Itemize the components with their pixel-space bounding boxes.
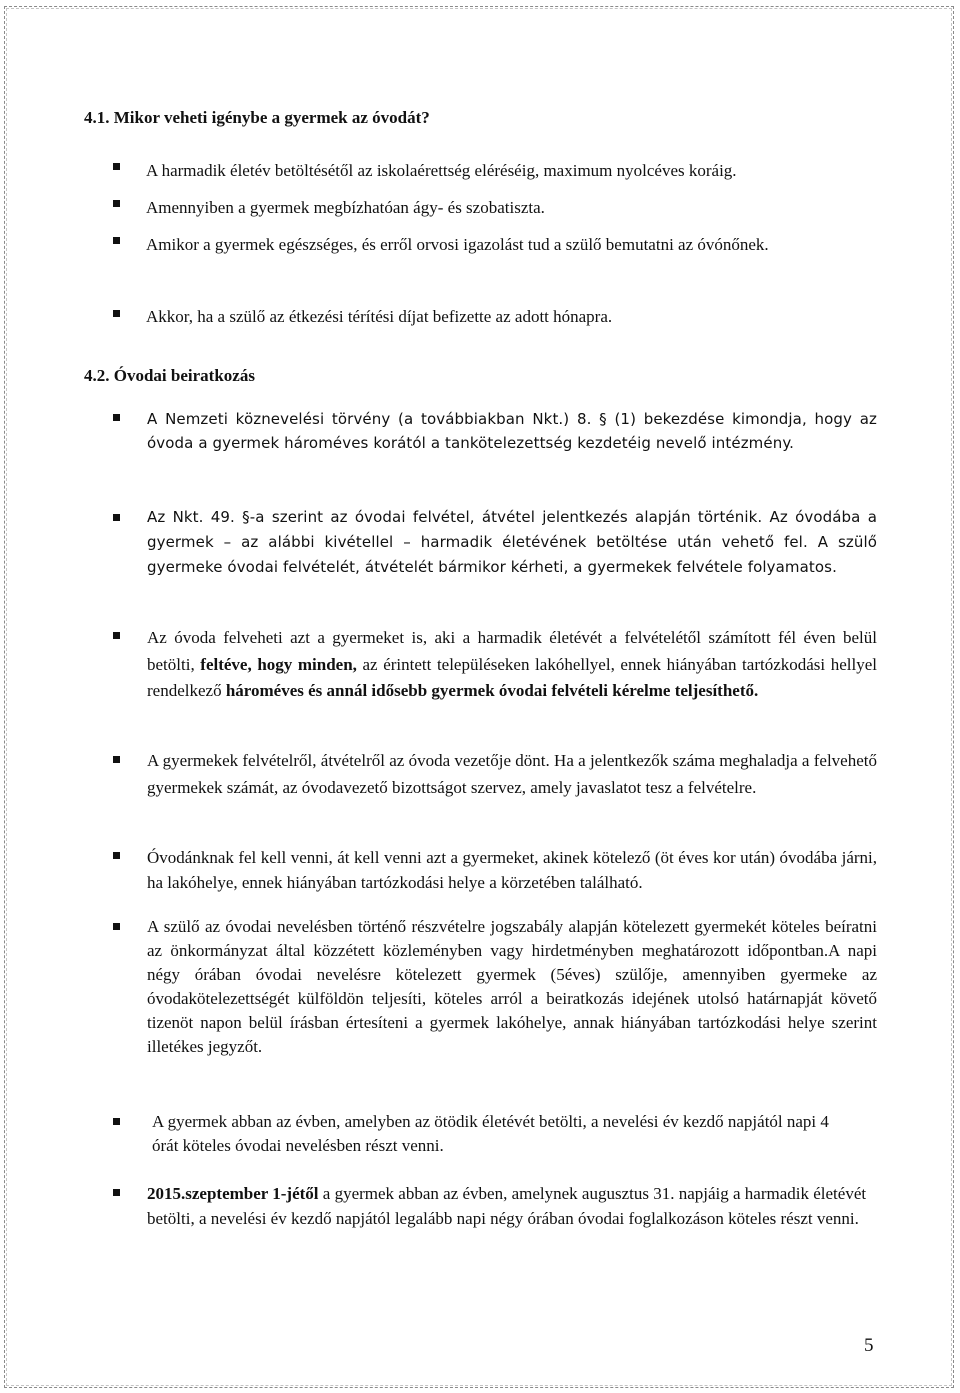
paragraph-mandatory-admission: Óvodánknak fel kell venni, át kell venni azt a gyermeket, akinek kötelező (öt éves kor után) óvodába járni, ha lakóhelye, ennek hiányában tartózkodási helye a körzetében található.	[147, 848, 877, 892]
p3-text-b: feltéve, hogy minden,	[200, 654, 357, 674]
bullet-icon	[113, 1118, 120, 1125]
bullet-icon	[113, 756, 120, 763]
bullet-icon	[113, 632, 120, 639]
bullet-icon	[113, 237, 120, 244]
list-item: Akkor, ha a szülő az étkezési térítési díjat befizette az adott hónapra.	[146, 307, 613, 326]
bullet-icon	[113, 200, 120, 207]
bullet-icon	[113, 163, 120, 170]
paragraph-enrollment-duty: A szülő az óvodai nevelésben történő részvételre jogszabály alapján kötelezett gyermekét köteles beíratni az önkormányzat által közzétett közleményben vagy hirdetményben meghatározott időpontban.A napi négy órában óvodai nevelésre kötelezett gyermek (5éves) szülője, amennyiben gyermeke az óvodakötelezettségét külföldön teljesíti, köteles arról a beiratkozás idejének utolsó határnapját követő tizenöt napon belül írásban értesíteni a gyermek lakóhelye, annak hiányában tartózkodási helye szerint illetékes jegyzőt.	[147, 917, 877, 1056]
list-item: A harmadik életév betöltésétől az iskolaérettség eléréséig, maximum nyolcéves koráig.	[146, 161, 737, 180]
bullet-icon	[113, 414, 120, 421]
paragraph-2015-rule	[147, 1181, 877, 1231]
bullet-icon	[113, 852, 120, 859]
paragraph-nkt-8: A Nemzeti köznevelési törvény (a továbbiakban Nkt.) 8. § (1) bekezdése kimondja, hogy az óvoda a gyermek hároméves korától a tankötelezettség kezdetéig nevelő intézmény.	[147, 410, 877, 452]
paragraph-fifth-year: A gyermek abban az évben, amelyben az ötödik életévét betölti, a nevelési év kezdő napjától napi 4 órát köteles óvodai nevelésben részt venni.	[152, 1112, 829, 1155]
p3-text-a: Az óvoda felveheti azt a gyermeket is, aki a harmadik életévét a felvételétől számított fél éven belül betölti,	[147, 628, 877, 674]
bullet-icon	[113, 310, 120, 317]
p3-text-c: az érintett településeken lakóhellyel, ennek hiányában tartózkodási hellyel rendelkező	[147, 654, 877, 700]
section-heading-4-2: 4.2. Óvodai beiratkozás	[84, 366, 255, 385]
p8-text: a gyermek abban az évben, amelynek augusztus 31. napjáig a harmadik életévét betölti, a nevelési év kezdő napjától legalább napi négy órában óvodai foglalkozáson köteles részt venni.	[147, 1184, 867, 1228]
list-item: Amennyiben a gyermek megbízhatóan ágy- és szobatiszta.	[146, 198, 545, 217]
p8-bold-date: 2015.szeptember 1-jétől	[147, 1184, 319, 1203]
bullet-icon	[113, 923, 120, 930]
p3-text-d: hároméves és annál idősebb gyermek óvodai felvételi kérelme teljesíthető.	[225, 681, 759, 700]
paragraph-nkt-49: Az Nkt. 49. §-a szerint az óvodai felvétel, átvétel jelentkezés alapján történik. Az óvodába a gyermek – az alábbi kivétellel – harmadik életévének betöltése után vehető fel. A szülő gyermeke óvodai felvételét, átvételét bármikor kérheti, a gyermekek felvétele folyamatos.	[147, 508, 877, 576]
paragraph-admission-decision: A gyermekek felvételről, átvételről az óvoda vezetője dönt. Ha a jelentkezők száma meghaladja a felvehető gyermekek számát, az óvodavezető bizottságot szervez, amely javaslatot tesz a felvételre.	[147, 751, 877, 797]
list-item: Amikor a gyermek egészséges, és erről orvosi igazolást tud a szülő bemutatni az óvónőnek.	[146, 235, 769, 254]
bullet-icon	[113, 1189, 120, 1196]
paragraph-early-admission	[147, 625, 877, 705]
page-number: 5	[864, 1335, 874, 1356]
bullet-icon	[113, 514, 120, 521]
section-heading-4-1: 4.1. Mikor veheti igénybe a gyermek az óvodát?	[84, 108, 430, 127]
